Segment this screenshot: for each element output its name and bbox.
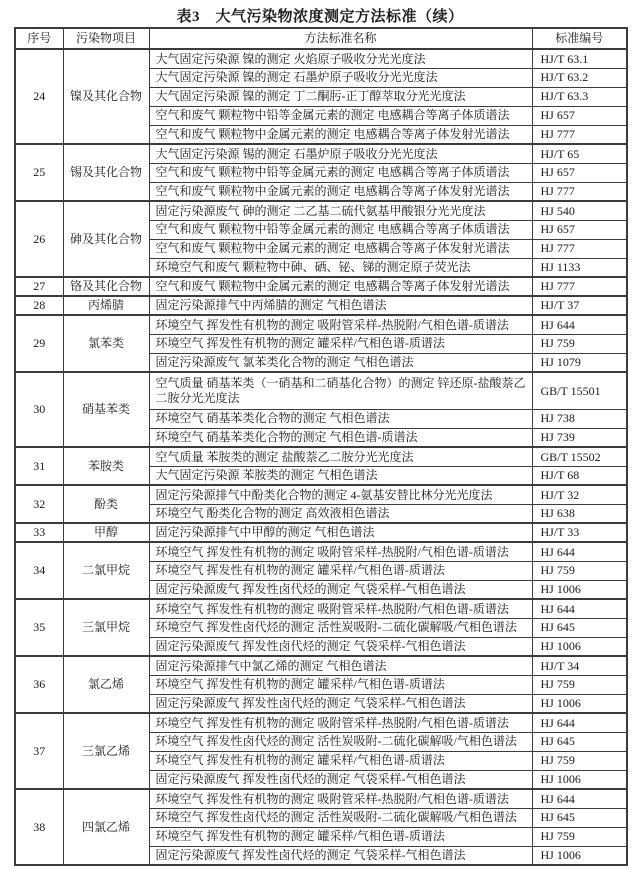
row-number-cell: 30	[15, 372, 63, 447]
method-name-cell: 环境空气 挥发性有机物的测定 吸附管采样-热脱附/气相色谱-质谱法	[149, 713, 532, 732]
row-number-cell: 29	[15, 315, 63, 372]
standard-code-cell: HJ 777	[532, 239, 627, 258]
standards-table-body	[15, 49, 627, 865]
method-name-cell: 固定污染源废气 氯苯类化合物的测定 气相色谱法	[149, 353, 532, 372]
standard-code-cell: GB/T 15502	[532, 447, 627, 466]
method-name-cell: 大气固定污染源 镍的测定 丁二酮肟-正丁醇萃取分光光度法	[149, 87, 532, 106]
method-name-cell: 环境空气 挥发性有机物的测定 吸附管采样-热脱附/气相色谱-质谱法	[149, 315, 532, 334]
method-name-cell: 固定污染源排气中甲醇的测定 气相色谱法	[149, 523, 532, 542]
standard-code-cell: HJ 644	[532, 542, 627, 561]
method-name-cell: 环境空气 挥发性卤代烃的测定 活性炭吸附-二硫化碳解吸/气相色谱法	[149, 618, 532, 637]
method-name-cell: 环境空气 挥发性有机物的测定 吸附管采样-热脱附/气相色谱-质谱法	[149, 789, 532, 808]
method-name-cell: 空气和废气 颗粒物中金属元素的测定 电感耦合等离子体发射光谱法	[149, 182, 532, 201]
standard-code-cell: HJ 645	[532, 732, 627, 751]
table-row	[15, 296, 627, 315]
table-row	[15, 315, 627, 334]
method-name-cell: 环境空气 酚类化合物的测定 高效液相色谱法	[149, 504, 532, 523]
method-name-cell: 环境空气 挥发性有机物的测定 罐采样/气相色谱-质谱法	[149, 561, 532, 580]
method-name-cell: 固定污染源废气 挥发性卤代烃的测定 气袋采样-气相色谱法	[149, 770, 532, 789]
pollutant-cell: 三氯乙烯	[63, 713, 149, 789]
method-name-cell: 环境空气 挥发性有机物的测定 罐采样/气相色谱-质谱法	[149, 751, 532, 770]
method-name-cell: 空气质量 硝基苯类（一硝基和二硝基化合物）的测定 锌还原-盐酸萘乙二胺分光光度法	[149, 372, 532, 409]
row-number-cell: 24	[15, 49, 63, 144]
page-title: 表3 大气污染物浓度测定方法标准（续）	[176, 9, 464, 25]
method-name-cell: 大气固定污染源 苯胺类的测定 气相色谱法	[149, 466, 532, 485]
row-number-cell: 26	[15, 201, 63, 277]
row-number-cell: 35	[15, 599, 63, 656]
header-method-standard-name: 方法标准名称	[149, 28, 532, 49]
pollutant-cell: 铬及其化合物	[63, 277, 149, 296]
method-name-cell: 空气和废气 颗粒物中铅等金属元素的测定 电感耦合等离子体质谱法	[149, 163, 532, 182]
header-row	[15, 28, 627, 49]
method-name-cell: 固定污染源废气 砷的测定 二乙基二硫代氨基甲酸银分光光度法	[149, 201, 532, 220]
row-number-cell: 36	[15, 656, 63, 713]
standard-code-cell: HJ/T 63.1	[532, 49, 627, 68]
standard-code-cell: HJ 1006	[532, 846, 627, 865]
table-row	[15, 599, 627, 618]
pollutant-cell: 氯苯类	[63, 315, 149, 372]
method-name-cell: 空气和废气 颗粒物中金属元素的测定 电感耦合等离子体发射光谱法	[149, 239, 532, 258]
standard-code-cell: HJ 759	[532, 334, 627, 353]
pollutant-cell: 四氯乙烯	[63, 789, 149, 865]
table-row	[15, 523, 627, 542]
standard-code-cell: HJ/T 63.2	[532, 68, 627, 87]
table-row	[15, 789, 627, 808]
pollutant-cell: 苯胺类	[63, 447, 149, 485]
table-row	[15, 49, 627, 68]
pollutant-cell: 砷及其化合物	[63, 201, 149, 277]
table-row	[15, 485, 627, 504]
standard-code-cell: GB/T 15501	[532, 372, 627, 409]
table-row	[15, 144, 627, 163]
method-name-cell: 固定污染源排气中丙烯腈的测定 气相色谱法	[149, 296, 532, 315]
method-name-cell: 大气固定污染源 镍的测定 石墨炉原子吸收分光光度法	[149, 68, 532, 87]
standard-code-cell: HJ 644	[532, 599, 627, 618]
standard-code-cell: HJ 638	[532, 504, 627, 523]
method-name-cell: 环境空气 挥发性卤代烃的测定 活性炭吸附-二硫化碳解吸/气相色谱法	[149, 732, 532, 751]
standard-code-cell: HJ 759	[532, 827, 627, 846]
standard-code-cell: HJ 1079	[532, 353, 627, 372]
method-name-cell: 固定污染源废气 挥发性卤代烃的测定 气袋采样-气相色谱法	[149, 846, 532, 865]
method-name-cell: 固定污染源废气 挥发性卤代烃的测定 气袋采样-气相色谱法	[149, 637, 532, 656]
pollutant-cell: 甲醇	[63, 523, 149, 542]
row-number-cell: 31	[15, 447, 63, 485]
standard-code-cell: HJ 739	[532, 428, 627, 447]
method-name-cell: 固定污染源排气中氯乙烯的测定 气相色谱法	[149, 656, 532, 675]
pollutant-cell: 三氯甲烷	[63, 599, 149, 656]
standard-code-cell: HJ/T 33	[532, 523, 627, 542]
standard-code-cell: HJ 657	[532, 106, 627, 125]
standard-code-cell: HJ 645	[532, 808, 627, 827]
standard-code-cell: HJ/T 65	[532, 144, 627, 163]
table-row	[15, 447, 627, 466]
standard-code-cell: HJ 657	[532, 163, 627, 182]
method-name-cell: 空气和废气 颗粒物中金属元素的测定 电感耦合等离子体发射光谱法	[149, 125, 532, 144]
standard-code-cell: HJ 1006	[532, 770, 627, 789]
table-row	[15, 277, 627, 296]
standard-code-cell: HJ 759	[532, 751, 627, 770]
method-name-cell: 大气固定污染源 镍的测定 火焰原子吸收分光光度法	[149, 49, 532, 68]
row-number-cell: 27	[15, 277, 63, 296]
standard-code-cell: HJ 1133	[532, 258, 627, 277]
row-number-cell: 34	[15, 542, 63, 599]
standard-code-cell: HJ 1006	[532, 694, 627, 713]
method-name-cell: 空气和废气 颗粒物中铅等金属元素的测定 电感耦合等离子体质谱法	[149, 220, 532, 239]
standard-code-cell: HJ 759	[532, 675, 627, 694]
standards-table-header	[15, 28, 627, 49]
standard-code-cell: HJ 738	[532, 409, 627, 428]
standard-code-cell: HJ/T 32	[532, 485, 627, 504]
table-row	[15, 656, 627, 675]
standard-code-cell: HJ 644	[532, 789, 627, 808]
standard-code-cell: HJ 1006	[532, 637, 627, 656]
standard-code-cell: HJ 777	[532, 277, 627, 296]
method-name-cell: 环境空气和废气 颗粒物中砷、硒、铋、锑的测定原子荧光法	[149, 258, 532, 277]
method-name-cell: 固定污染源废气 挥发性卤代烃的测定 气袋采样-气相色谱法	[149, 580, 532, 599]
standard-code-cell: HJ 657	[532, 220, 627, 239]
pollutant-cell: 硝基苯类	[63, 372, 149, 447]
method-name-cell: 环境空气 挥发性卤代烃的测定 活性炭吸附-二硫化碳解吸/气相色谱法	[149, 808, 532, 827]
row-number-cell: 38	[15, 789, 63, 865]
standard-code-cell: HJ 540	[532, 201, 627, 220]
row-number-cell: 28	[15, 296, 63, 315]
pollutant-cell: 镍及其化合物	[63, 49, 149, 144]
standard-code-cell: HJ 645	[532, 618, 627, 637]
standards-table	[14, 27, 628, 866]
pollutant-cell: 锡及其化合物	[63, 144, 149, 201]
method-name-cell: 环境空气 挥发性有机物的测定 吸附管采样-热脱附/气相色谱-质谱法	[149, 599, 532, 618]
header-pollutant-item: 污染物项目	[63, 28, 149, 49]
method-name-cell: 环境空气 挥发性有机物的测定 罐采样/气相色谱-质谱法	[149, 675, 532, 694]
method-name-cell: 环境空气 挥发性有机物的测定 罐采样/气相色谱-质谱法	[149, 827, 532, 846]
method-name-cell: 固定污染源废气 挥发性卤代烃的测定 气袋采样-气相色谱法	[149, 694, 532, 713]
standard-code-cell: HJ 777	[532, 125, 627, 144]
table-row	[15, 542, 627, 561]
method-name-cell: 空气和废气 颗粒物中金属元素的测定 电感耦合等离子体发射光谱法	[149, 277, 532, 296]
row-number-cell: 37	[15, 713, 63, 789]
table-row	[15, 372, 627, 409]
standard-code-cell: HJ/T 34	[532, 656, 627, 675]
row-number-cell: 32	[15, 485, 63, 523]
standard-code-cell: HJ 777	[532, 182, 627, 201]
method-name-cell: 大气固定污染源 锡的测定 石墨炉原子吸收分光光度法	[149, 144, 532, 163]
table-row	[15, 713, 627, 732]
standard-code-cell: HJ/T 37	[532, 296, 627, 315]
method-name-cell: 空气和废气 颗粒物中铅等金属元素的测定 电感耦合等离子体质谱法	[149, 106, 532, 125]
method-name-cell: 环境空气 挥发性有机物的测定 罐采样/气相色谱-质谱法	[149, 334, 532, 353]
standard-code-cell: HJ 1006	[532, 580, 627, 599]
standard-code-cell: HJ 644	[532, 713, 627, 732]
method-name-cell: 空气质量 苯胺类的测定 盐酸萘乙二胺分光光度法	[149, 447, 532, 466]
standard-code-cell: HJ/T 63.3	[532, 87, 627, 106]
standard-code-cell: HJ 759	[532, 561, 627, 580]
method-name-cell: 环境空气 硝基苯类化合物的测定 气相色谱-质谱法	[149, 428, 532, 447]
pollutant-cell: 二氯甲烷	[63, 542, 149, 599]
pollutant-cell: 酚类	[63, 485, 149, 523]
row-number-cell: 25	[15, 144, 63, 201]
method-name-cell: 环境空气 挥发性有机物的测定 吸附管采样-热脱附/气相色谱-质谱法	[149, 542, 532, 561]
method-name-cell: 环境空气 硝基苯类化合物的测定 气相色谱法	[149, 409, 532, 428]
standard-code-cell: HJ 644	[532, 315, 627, 334]
pollutant-cell: 丙烯腈	[63, 296, 149, 315]
pollutant-cell: 氯乙烯	[63, 656, 149, 713]
table-row	[15, 201, 627, 220]
header-standard-code: 标准编号	[532, 28, 627, 49]
header-serial-number: 序号	[15, 28, 63, 49]
standard-code-cell: HJ/T 68	[532, 466, 627, 485]
method-name-cell: 固定污染源排气中酚类化合物的测定 4-氨基安替比林分光光度法	[149, 485, 532, 504]
row-number-cell: 33	[15, 523, 63, 542]
